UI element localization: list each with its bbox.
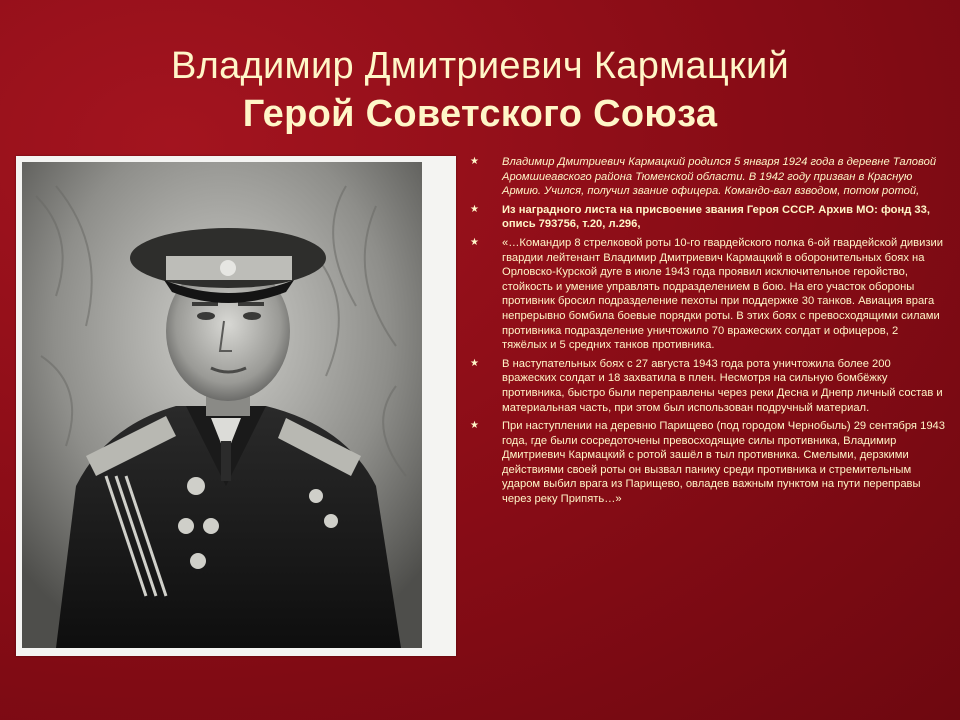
bullet-text: При наступлении на деревню Парищево (под городом Чернобыль) 29 сентября 1943 года, где были сосредоточены превосходящие силы противника, Владимир Дмитриевич Кармацкий с ротой зашёл в тыл противника. Смелыми, дерзкими действиями своей роты он вызвал панику среди противника и стремительным ударом выбил врага из Парищево, овладев важным пунктом на пути переправы через реку Припять…»	[502, 420, 945, 506]
title-subtitle: Герой Советского Союза	[242, 93, 718, 135]
star-bullet-icon: ★	[470, 156, 479, 167]
bullet-item-defensive-battles	[470, 236, 946, 353]
bullet-item-biography	[470, 155, 946, 199]
bullet-text: «…Командир 8 стрелковой роты 10-го гвардейского полка 6-ой гвардейской дивизии гвардии лейтенант Владимир Дмитриевич Кармацкий в оборонительных боях на Орловско-Курской дуге в июле 1943 года проявил исключительное геройство, стойкость и умение управлять подразделением в бою. На его участок обороны противник бросил подразделение пехоты при поддержке 30 танков. Авиация врага непрерывно бомбила боевые порядки роты. В этих боях с превосходящими силами противника подразделение уничтожило 70 вражеских солдат и офицеров, 2 тяжёлых и 5 средних танков противника.	[502, 236, 943, 352]
star-bullet-icon: ★	[470, 236, 479, 248]
bullet-item-offensive-battles	[470, 357, 946, 415]
title-name: Владимир Дмитриевич Кармацкий	[170, 45, 790, 87]
bullet-text: Владимир Дмитриевич Кармацкий родился 5 января 1924 года в деревне Таловой Аромшиеавского района Тюменской области. В 1942 году призван в Красную Армию. Учился, получил звание офицера. Командо-вал взводом, потом ротой,	[502, 156, 937, 198]
bullet-text: В наступательных боях с 27 августа 1943 года рота уничтожила более 200 вражеских солдат и 18 захватила в плен. Несмотря на сильную бомбёжку противника, быстро были переправлены через реки Десна и Днепр личный состав и материальная часть, при этом был использован подручный материал.	[502, 357, 943, 414]
star-bullet-icon: ★	[470, 420, 479, 432]
bullet-item-archive-source	[470, 203, 946, 232]
star-bullet-icon: ★	[470, 357, 479, 369]
bullet-item-parishchevo	[470, 419, 946, 507]
portrait-photo	[16, 156, 456, 656]
bio-bullet-list	[470, 155, 946, 511]
portrait-image-icon	[16, 156, 456, 656]
slide-title	[0, 44, 960, 136]
star-bullet-icon: ★	[470, 203, 479, 215]
bullet-text: Из наградного листа на присвоение звания Героя СССР. Архив МО: фонд 33, опись 793756, т.20, л.296,	[502, 203, 930, 231]
